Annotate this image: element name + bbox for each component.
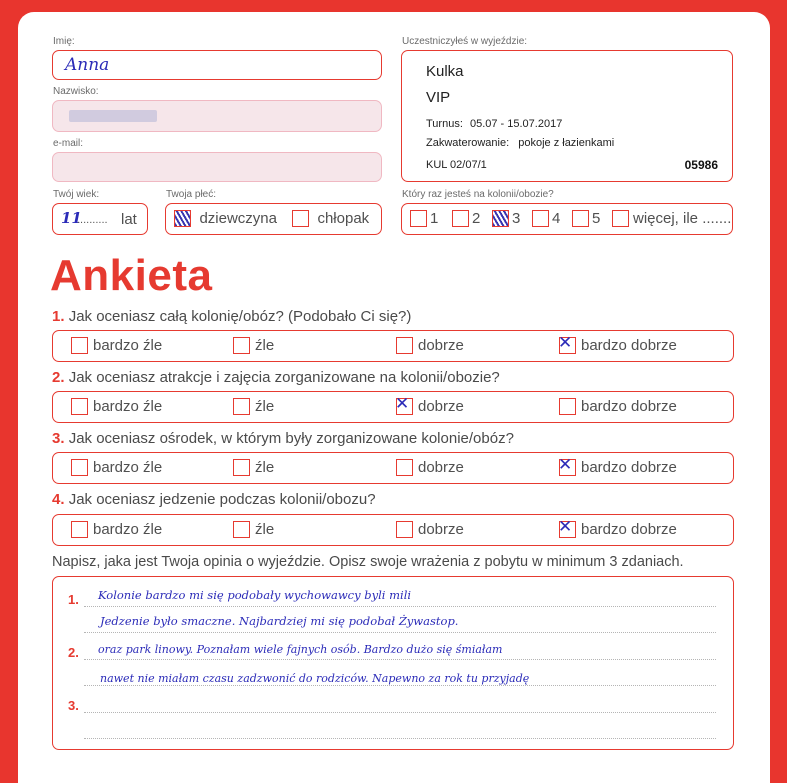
q3-option-zle[interactable] [233, 459, 274, 477]
checkbox-q3-zle[interactable] [233, 459, 250, 476]
times-option-more[interactable] [612, 210, 731, 228]
opinion-line-number-1: 1. [68, 592, 79, 607]
checkbox-q3-bardzo-dobrze[interactable] [558, 455, 576, 476]
page-title: Ankieta [50, 251, 213, 300]
q4-option-dobrze[interactable] [396, 521, 464, 539]
question-2-text: Jak oceniasz atrakcje i zajęcia zorganizowane na kolonii/obozie? [68, 369, 500, 386]
question-3-number: 3. [52, 430, 65, 447]
times-option-1[interactable] [410, 210, 438, 228]
question-1-text: Jak oceniasz całą kolonię/obóz? (Podobało Ci się?) [68, 308, 412, 325]
ruled-line [84, 738, 716, 739]
label-plec: Twoja płeć: [166, 189, 217, 200]
ruled-line [84, 606, 716, 607]
checkbox-q1-dobrze[interactable] [396, 337, 413, 354]
label-ktory-raz: Który raz jesteś na kolonii/obozie? [402, 189, 554, 200]
trip-number: 05986 [684, 158, 718, 172]
ruled-line [84, 712, 716, 713]
rating-row-2 [52, 391, 734, 423]
question-2-number: 2. [52, 369, 65, 386]
times-label-1: 1 [430, 210, 439, 228]
checkbox-q4-zle[interactable] [233, 521, 250, 538]
checkbox-q3-dobrze[interactable] [396, 459, 413, 476]
rating-row-3 [52, 452, 734, 484]
wiek-unit: lat [121, 211, 137, 228]
label-wiek: Twój wiek: [53, 189, 100, 200]
checkbox-q4-bardzo-dobrze[interactable] [558, 517, 576, 538]
times-option-2[interactable] [452, 210, 480, 228]
option-label: bardzo źle [93, 337, 163, 355]
zakw-value: pokoje z łazienkami [518, 137, 615, 149]
option-label: źle [255, 337, 275, 355]
option-label: bardzo dobrze [581, 459, 677, 477]
question-3-text: Jak oceniasz ośrodek, w którym były zorganizowane kolonie/obóz? [68, 430, 514, 447]
checkbox-times-3[interactable] [492, 210, 509, 227]
times-label-3: 3 [512, 210, 521, 228]
trip-info-box [401, 50, 733, 182]
option-label: dobrze [418, 521, 464, 539]
imie-field[interactable] [52, 50, 382, 80]
question-4-text: Jak oceniasz jedzenie podczas kolonii/obozu? [68, 491, 376, 508]
checkbox-q1-bardzo-dobrze[interactable] [558, 333, 576, 354]
checkbox-q2-dobrze[interactable] [395, 394, 413, 415]
rating-row-4 [52, 514, 734, 546]
q1-option-bardzo-zle[interactable] [71, 337, 162, 355]
checkbox-q1-zle[interactable] [233, 337, 250, 354]
check-mark-icon: ✕ [558, 455, 573, 476]
times-label-5: 5 [592, 210, 601, 228]
email-field[interactable] [52, 152, 382, 182]
times-label-more: więcej, ile ....... [633, 210, 732, 228]
gender-option-chlopak[interactable] [292, 210, 369, 228]
option-label: dobrze [418, 459, 464, 477]
rating-row-1 [52, 330, 734, 362]
opinion-textarea[interactable] [52, 576, 734, 750]
q3-option-bardzo-zle[interactable] [71, 459, 162, 477]
times-label-4: 4 [552, 210, 561, 228]
question-1-number: 1. [52, 308, 65, 325]
checkbox-q4-dobrze[interactable] [396, 521, 413, 538]
option-label: bardzo dobrze [581, 398, 677, 416]
times-label-2: 2 [472, 210, 481, 228]
checkbox-q4-bardzo-zle[interactable] [71, 521, 88, 538]
question-4-number: 4. [52, 491, 65, 508]
q4-option-bardzo-zle[interactable] [71, 521, 162, 539]
handwritten-line-2: Jedzenie było smaczne. Najbardziej mi się podobał Żywastop. [100, 614, 459, 628]
trip-type: VIP [426, 89, 451, 106]
label-nazwisko: Nazwisko: [53, 86, 99, 97]
q3-option-bardzo-dobrze[interactable] [558, 455, 677, 477]
option-label: źle [255, 459, 275, 477]
redacted-surname-blur [69, 110, 157, 122]
handwritten-line-1: Kolonie bardzo mi się podobały wychowawcy byli mili [98, 588, 412, 602]
trip-code: KUL 02/07/1 [426, 159, 487, 171]
gender-option-dziewczyna[interactable] [174, 210, 277, 228]
checkbox-q2-zle[interactable] [233, 398, 250, 415]
check-mark-icon: ✕ [395, 394, 410, 415]
checkbox-times-2[interactable] [452, 210, 469, 227]
turnus-value: 05.07 - 15.07.2017 [469, 118, 563, 130]
trip-name: Kulka [426, 63, 464, 80]
times-option-4[interactable] [532, 210, 560, 228]
q4-option-zle[interactable] [233, 521, 274, 539]
question-1 [52, 308, 411, 325]
zakw-label: Zakwaterowanie: [426, 137, 510, 149]
option-label: źle [255, 521, 275, 539]
question-2 [52, 369, 500, 386]
turnus-label: Turnus: [426, 118, 463, 130]
q2-option-zle[interactable] [233, 398, 274, 416]
label-imie: Imię: [53, 36, 75, 47]
gender-label-dziewczyna: dziewczyna [199, 210, 277, 228]
checkbox-chlopak[interactable] [292, 210, 309, 227]
plec-field [165, 203, 382, 235]
question-3 [52, 430, 514, 447]
nazwisko-field[interactable] [52, 100, 382, 132]
gender-label-chlopak: chłopak [317, 210, 370, 228]
wiek-dots: .......... [77, 214, 108, 226]
checkbox-times-5[interactable] [572, 210, 589, 227]
ruled-line [84, 685, 716, 686]
q2-option-bardzo-zle[interactable] [71, 398, 162, 416]
question-4 [52, 491, 376, 508]
q2-option-bardzo-dobrze[interactable] [559, 398, 677, 416]
checkbox-q2-bardzo-zle[interactable] [71, 398, 88, 415]
opinion-line-number-3: 3. [68, 698, 79, 713]
q2-option-dobrze[interactable] [395, 394, 464, 416]
wiek-value: 11 [61, 209, 82, 227]
opinion-line-number-2: 2. [68, 645, 79, 660]
checkbox-q1-bardzo-zle[interactable] [71, 337, 88, 354]
q1-option-bardzo-dobrze[interactable] [558, 333, 677, 355]
handwritten-line-4: nawet nie miałam czasu zadzwonić do rodziców. Napewno za rok tu przyjadę [100, 672, 530, 685]
option-label: dobrze [418, 337, 464, 355]
q1-option-zle[interactable] [233, 337, 274, 355]
option-label: bardzo dobrze [581, 337, 677, 355]
imie-value: Anna [65, 55, 110, 75]
option-label: bardzo dobrze [581, 521, 677, 539]
q3-option-dobrze[interactable] [396, 459, 464, 477]
checkbox-times-more[interactable] [612, 210, 629, 227]
checkbox-times-4[interactable] [532, 210, 549, 227]
checkbox-dziewczyna[interactable] [174, 210, 191, 227]
option-label: bardzo źle [93, 398, 163, 416]
ruled-line [84, 659, 716, 660]
q4-option-bardzo-dobrze[interactable] [558, 517, 677, 539]
q1-option-dobrze[interactable] [396, 337, 464, 355]
checkbox-times-1[interactable] [410, 210, 427, 227]
check-mark-icon: ✕ [558, 333, 573, 354]
option-label: źle [255, 398, 275, 416]
option-label: dobrze [418, 398, 464, 416]
checkbox-q2-bardzo-dobrze[interactable] [559, 398, 576, 415]
wiek-field[interactable] [52, 203, 148, 235]
check-mark-icon: ✕ [558, 517, 573, 538]
option-label: bardzo źle [93, 459, 163, 477]
handwritten-line-3: oraz park linowy. Poznałam wiele fajnych osób. Bardzo dużo się śmiałam [98, 643, 503, 656]
ruled-line [84, 632, 716, 633]
checkbox-q3-bardzo-zle[interactable] [71, 459, 88, 476]
option-label: bardzo źle [93, 521, 163, 539]
label-email: e-mail: [53, 138, 84, 149]
times-option-3[interactable] [492, 210, 520, 228]
label-uczestnik: Uczestniczyłeś w wyjeździe: [402, 36, 528, 47]
times-field [401, 203, 733, 235]
opinion-prompt: Napisz, jaka jest Twoja opinia o wyjeździe. Opisz swoje wrażenia z pobytu w minimum 3 zdaniach. [52, 554, 684, 570]
times-option-5[interactable] [572, 210, 600, 228]
